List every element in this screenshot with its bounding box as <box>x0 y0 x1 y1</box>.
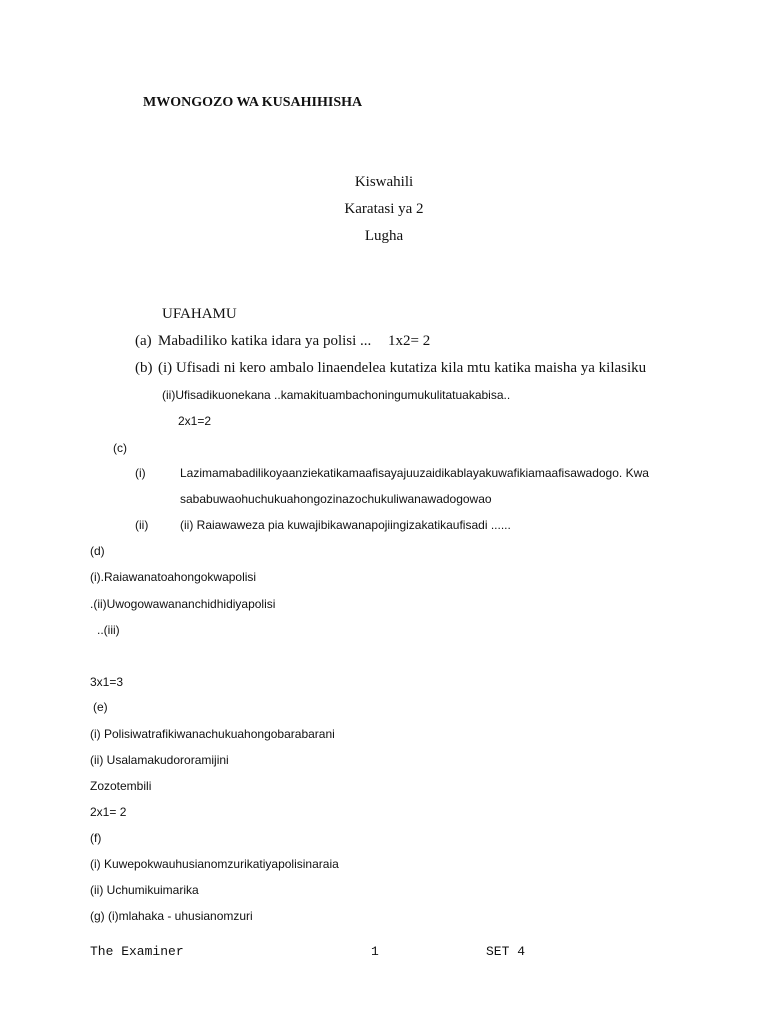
question-c-ii-text: (ii) Raiawaweza pia kuwajibikawanapojiingizakatikaufisadi ...... <box>180 518 511 532</box>
footer-left: The Examiner <box>90 944 184 959</box>
section-line: Lugha <box>364 228 404 244</box>
question-d-answer-3: ..(iii) <box>97 623 120 637</box>
question-f-answer-1: (i) Kuwepokwauhusianomzurikatiyapolisinaraia <box>90 857 339 871</box>
question-e-answer-2: (ii) Usalamakudororamijini <box>90 753 229 767</box>
footer-right: SET 4 <box>486 944 526 959</box>
question-e-note: Zozotembili <box>90 779 152 793</box>
footer-page-number: 1 <box>371 944 379 959</box>
question-d-answer-2: .(ii)Uwogowawananchidhidiyapolisi <box>90 597 276 611</box>
question-d-marks: 3x1=3 <box>90 675 124 689</box>
subject-line: Kiswahili <box>354 174 414 190</box>
question-d-label: (d) <box>90 544 105 558</box>
question-a-text: Mabadiliko katika idara ya polisi ... <box>158 333 372 349</box>
question-d-answer-1: (i).Raiawanatoahongokwapolisi <box>90 570 257 584</box>
question-f-label: (f) <box>90 831 102 845</box>
question-c-label: (c) <box>113 441 127 455</box>
question-b-answer-2: (ii)Ufisadikuonekana ..kamakituambachoningumukulitatuakabisa.. <box>162 388 511 402</box>
question-c-ii-label: (ii) <box>135 518 149 532</box>
paper-line: Karatasi ya 2 <box>344 201 424 217</box>
question-b-marks: 2x1=2 <box>178 414 212 428</box>
document-title: MWONGOZO WA KUSAHIHISHA <box>143 95 363 110</box>
question-c-i-label: (i) <box>135 466 146 480</box>
section-heading: UFAHAMU <box>162 306 237 322</box>
question-c-i-line-1: Lazimamabadilikoyaanziekatikamaafisayajuuzaidikablayakuwafikiamaafisawadogo. Kwa <box>180 466 649 480</box>
question-e-marks: 2x1= 2 <box>90 805 127 819</box>
question-g-answer: (g) (i)mlahaka - uhusianomzuri <box>90 909 253 923</box>
question-a-marks: 1x2= 2 <box>388 333 431 349</box>
question-b-answer-1: (i) Ufisadi ni kero ambalo linaendelea kutatiza kila mtu katika maisha ya kilasiku <box>158 360 647 376</box>
question-b-label: (b) <box>135 360 153 376</box>
question-f-answer-2: (ii) Uchumikuimarika <box>90 883 199 897</box>
question-e-label: (e) <box>93 700 108 714</box>
question-e-answer-1: (i) Polisiwatrafikiwanachukuahongobarabarani <box>90 727 335 741</box>
question-a-label: (a) <box>135 333 152 349</box>
question-c-i-line-2: sababuwaohuchukuahongozinazochukuliwanawadogowao <box>180 492 492 506</box>
